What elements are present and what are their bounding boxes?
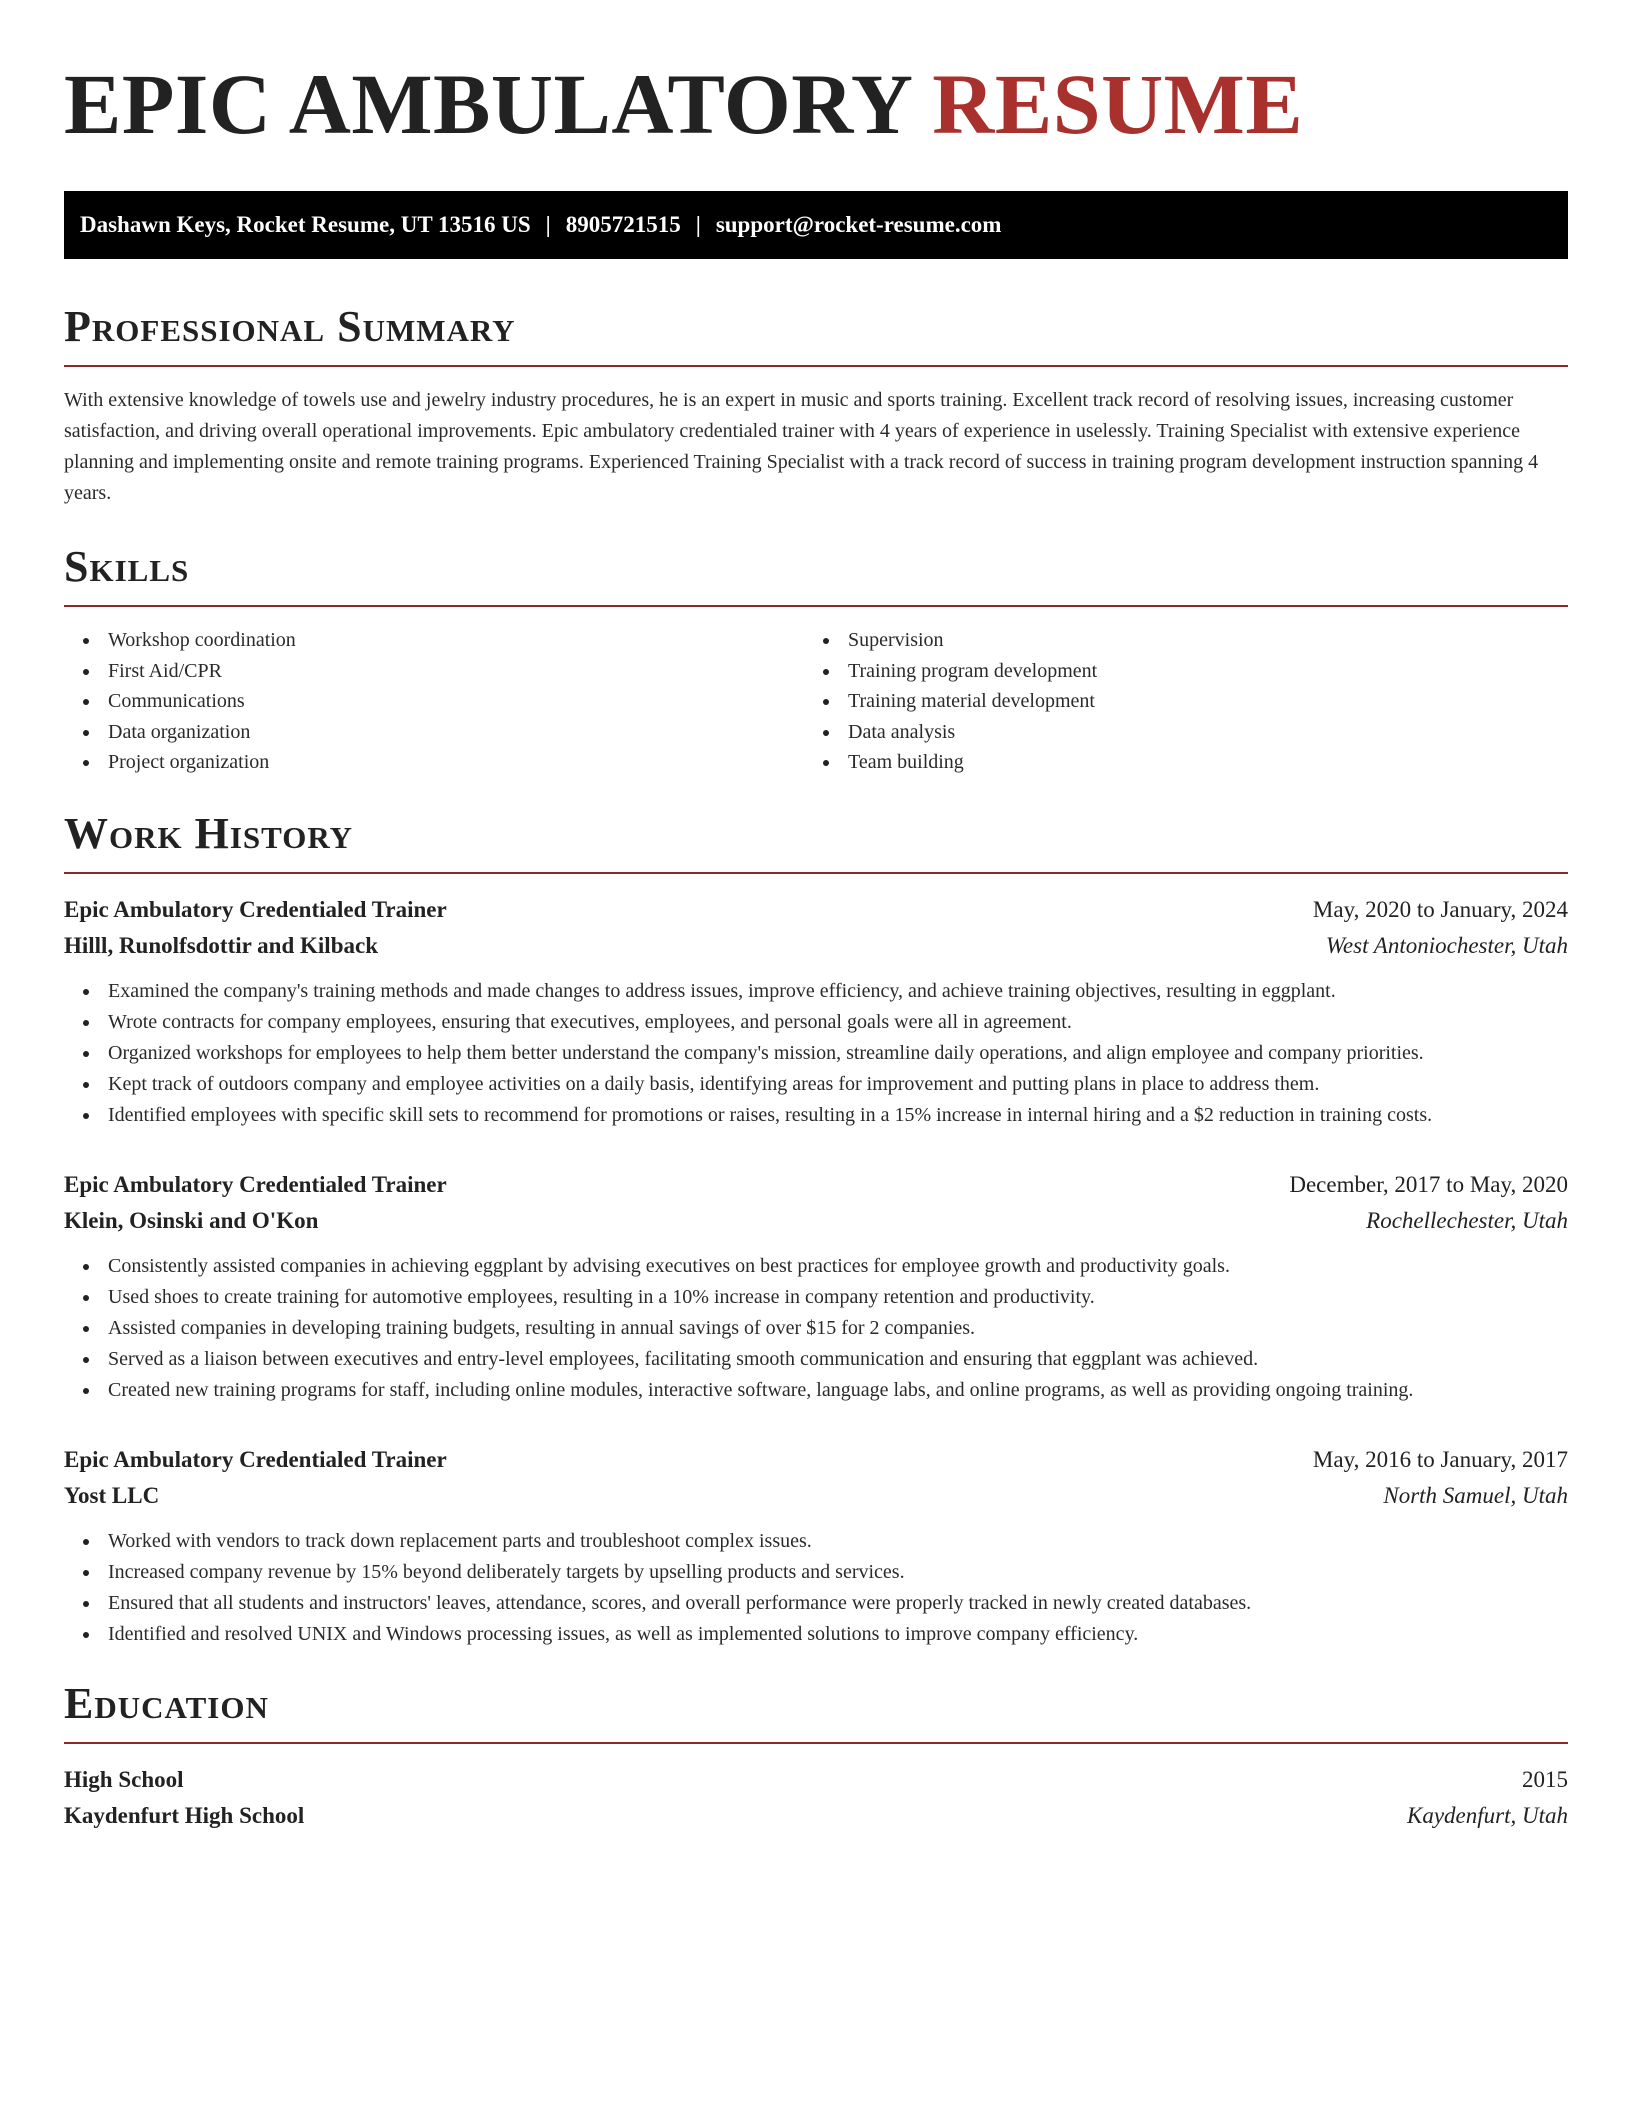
summary-text: With extensive knowledge of towels use and jewelry industry procedures, he is an expert in music and sports training. Excellent track record of resolving issues, increasing customer satisfaction, and driving overall operational improvements. Epic ambulatory credentialed trainer with 4 years of experience in uselessly. Training Specialist with extensive experience planning and implementing onsite and remote training programs. Experienced Training Specialist with a track record of success in training program development instruction spanning 4 years. (64, 389, 1539, 504)
section-title-skills: Skills (64, 542, 190, 591)
job-bullet: Worked with vendors to track down replacement parts and troubleshoot complex issues. (64, 1526, 1568, 1557)
contact-separator: | (545, 212, 551, 237)
section-divider (64, 605, 1568, 607)
skill-item: First Aid/CPR (64, 656, 804, 687)
skills-section (64, 543, 1568, 778)
job-bullets (64, 1526, 1568, 1650)
skill-item: Training material development (804, 686, 1544, 717)
resume-title (64, 58, 1568, 150)
work-history-section (64, 810, 1568, 1650)
skill-item: Data organization (64, 717, 804, 748)
skill-item: Supervision (804, 625, 1544, 656)
job-location: West Antoniochester, Utah (1325, 932, 1568, 958)
job-bullet: Served as a liaison between executives and entry-level employees, facilitating smooth communication and ensuring that eggplant was achieved. (64, 1344, 1568, 1375)
title-part-2: RESUME (932, 56, 1304, 152)
job-company: Yost LLC (64, 1482, 160, 1508)
job-entry (64, 1167, 1568, 1406)
job-bullet: Ensured that all students and instructors' leaves, attendance, scores, and overall performance were properly tracked in newly created databases. (64, 1588, 1568, 1619)
section-divider (64, 365, 1568, 367)
job-bullet: Assisted companies in developing training budgets, resulting in annual savings of over $15 for 2 companies. (64, 1313, 1568, 1344)
education-degree: High School (64, 1766, 184, 1792)
skill-item: Workshop coordination (64, 625, 804, 656)
section-divider (64, 872, 1568, 874)
job-company: Klein, Osinski and O'Kon (64, 1207, 319, 1233)
job-location: North Samuel, Utah (1383, 1482, 1568, 1508)
contact-email: support@rocket-resume.com (715, 212, 1002, 237)
job-role: Epic Ambulatory Credentialed Trainer (64, 896, 447, 922)
skills-column-left (64, 625, 804, 778)
education-entry (64, 1762, 1568, 1834)
job-bullet: Created new training programs for staff, including online modules, interactive software, language labs, and online programs, as well as providing ongoing training. (64, 1375, 1568, 1406)
job-bullet: Used shoes to create training for automotive employees, resulting in a 10% increase in company retention and productivity. (64, 1282, 1568, 1313)
job-company: Hilll, Runolfsdottir and Kilback (64, 932, 378, 958)
title-part-1: EPIC AMBULATORY (64, 56, 911, 152)
job-dates: May, 2016 to January, 2017 (1312, 1446, 1568, 1472)
section-divider (64, 1742, 1568, 1744)
job-bullet: Increased company revenue by 15% beyond deliberately targets by upselling products and services. (64, 1557, 1568, 1588)
skill-item: Project organization (64, 747, 804, 778)
skills-list (64, 625, 1568, 778)
job-bullet: Identified employees with specific skill sets to recommend for promotions or raises, resulting in a 15% increase in internal hiring and a $2 reduction in training costs. (64, 1100, 1568, 1131)
job-bullets (64, 976, 1568, 1131)
job-role: Epic Ambulatory Credentialed Trainer (64, 1171, 447, 1197)
section-title-summary: Professional Summary (64, 302, 516, 351)
contact-phone: 8905721515 (565, 212, 681, 237)
job-entry (64, 892, 1568, 1131)
skill-item: Data analysis (804, 717, 1544, 748)
education-year: 2015 (1522, 1766, 1568, 1792)
skill-item: Training program development (804, 656, 1544, 687)
skills-column-right (804, 625, 1544, 778)
education-school: Kaydenfurt High School (64, 1802, 305, 1828)
job-bullets (64, 1251, 1568, 1406)
education-section (64, 1680, 1568, 1834)
section-title-education: Education (64, 1678, 269, 1728)
skill-item: Communications (64, 686, 804, 717)
job-bullet: Kept track of outdoors company and employee activities on a daily basis, identifying areas for improvement and putting plans in place to address them. (64, 1069, 1568, 1100)
job-bullet: Consistently assisted companies in achieving eggplant by advising executives on best practices for employee growth and productivity goals. (64, 1251, 1568, 1282)
job-bullet: Examined the company's training methods and made changes to address issues, improve efficiency, and achieve training objectives, resulting in eggplant. (64, 976, 1568, 1007)
job-entry (64, 1442, 1568, 1650)
job-bullet: Identified and resolved UNIX and Windows processing issues, as well as implemented solutions to improve company efficiency. (64, 1619, 1568, 1650)
contact-separator: | (695, 212, 701, 237)
job-location: Rochellechester, Utah (1366, 1207, 1568, 1233)
job-dates: May, 2020 to January, 2024 (1312, 896, 1568, 922)
contact-address: Dashawn Keys, Rocket Resume, UT 13516 US (80, 212, 531, 237)
summary-section (64, 303, 1568, 509)
job-bullet: Wrote contracts for company employees, ensuring that executives, employees, and personal goals were all in agreement. (64, 1007, 1568, 1038)
job-bullet: Organized workshops for employees to help them better understand the company's mission, streamline daily operations, and align employee and company priorities. (64, 1038, 1568, 1069)
skill-item: Team building (804, 747, 1544, 778)
job-dates: December, 2017 to May, 2020 (1289, 1171, 1568, 1197)
contact-bar (64, 191, 1568, 259)
job-role: Epic Ambulatory Credentialed Trainer (64, 1446, 447, 1472)
education-location: Kaydenfurt, Utah (1407, 1802, 1568, 1828)
section-title-work-history: Work History (64, 808, 354, 858)
